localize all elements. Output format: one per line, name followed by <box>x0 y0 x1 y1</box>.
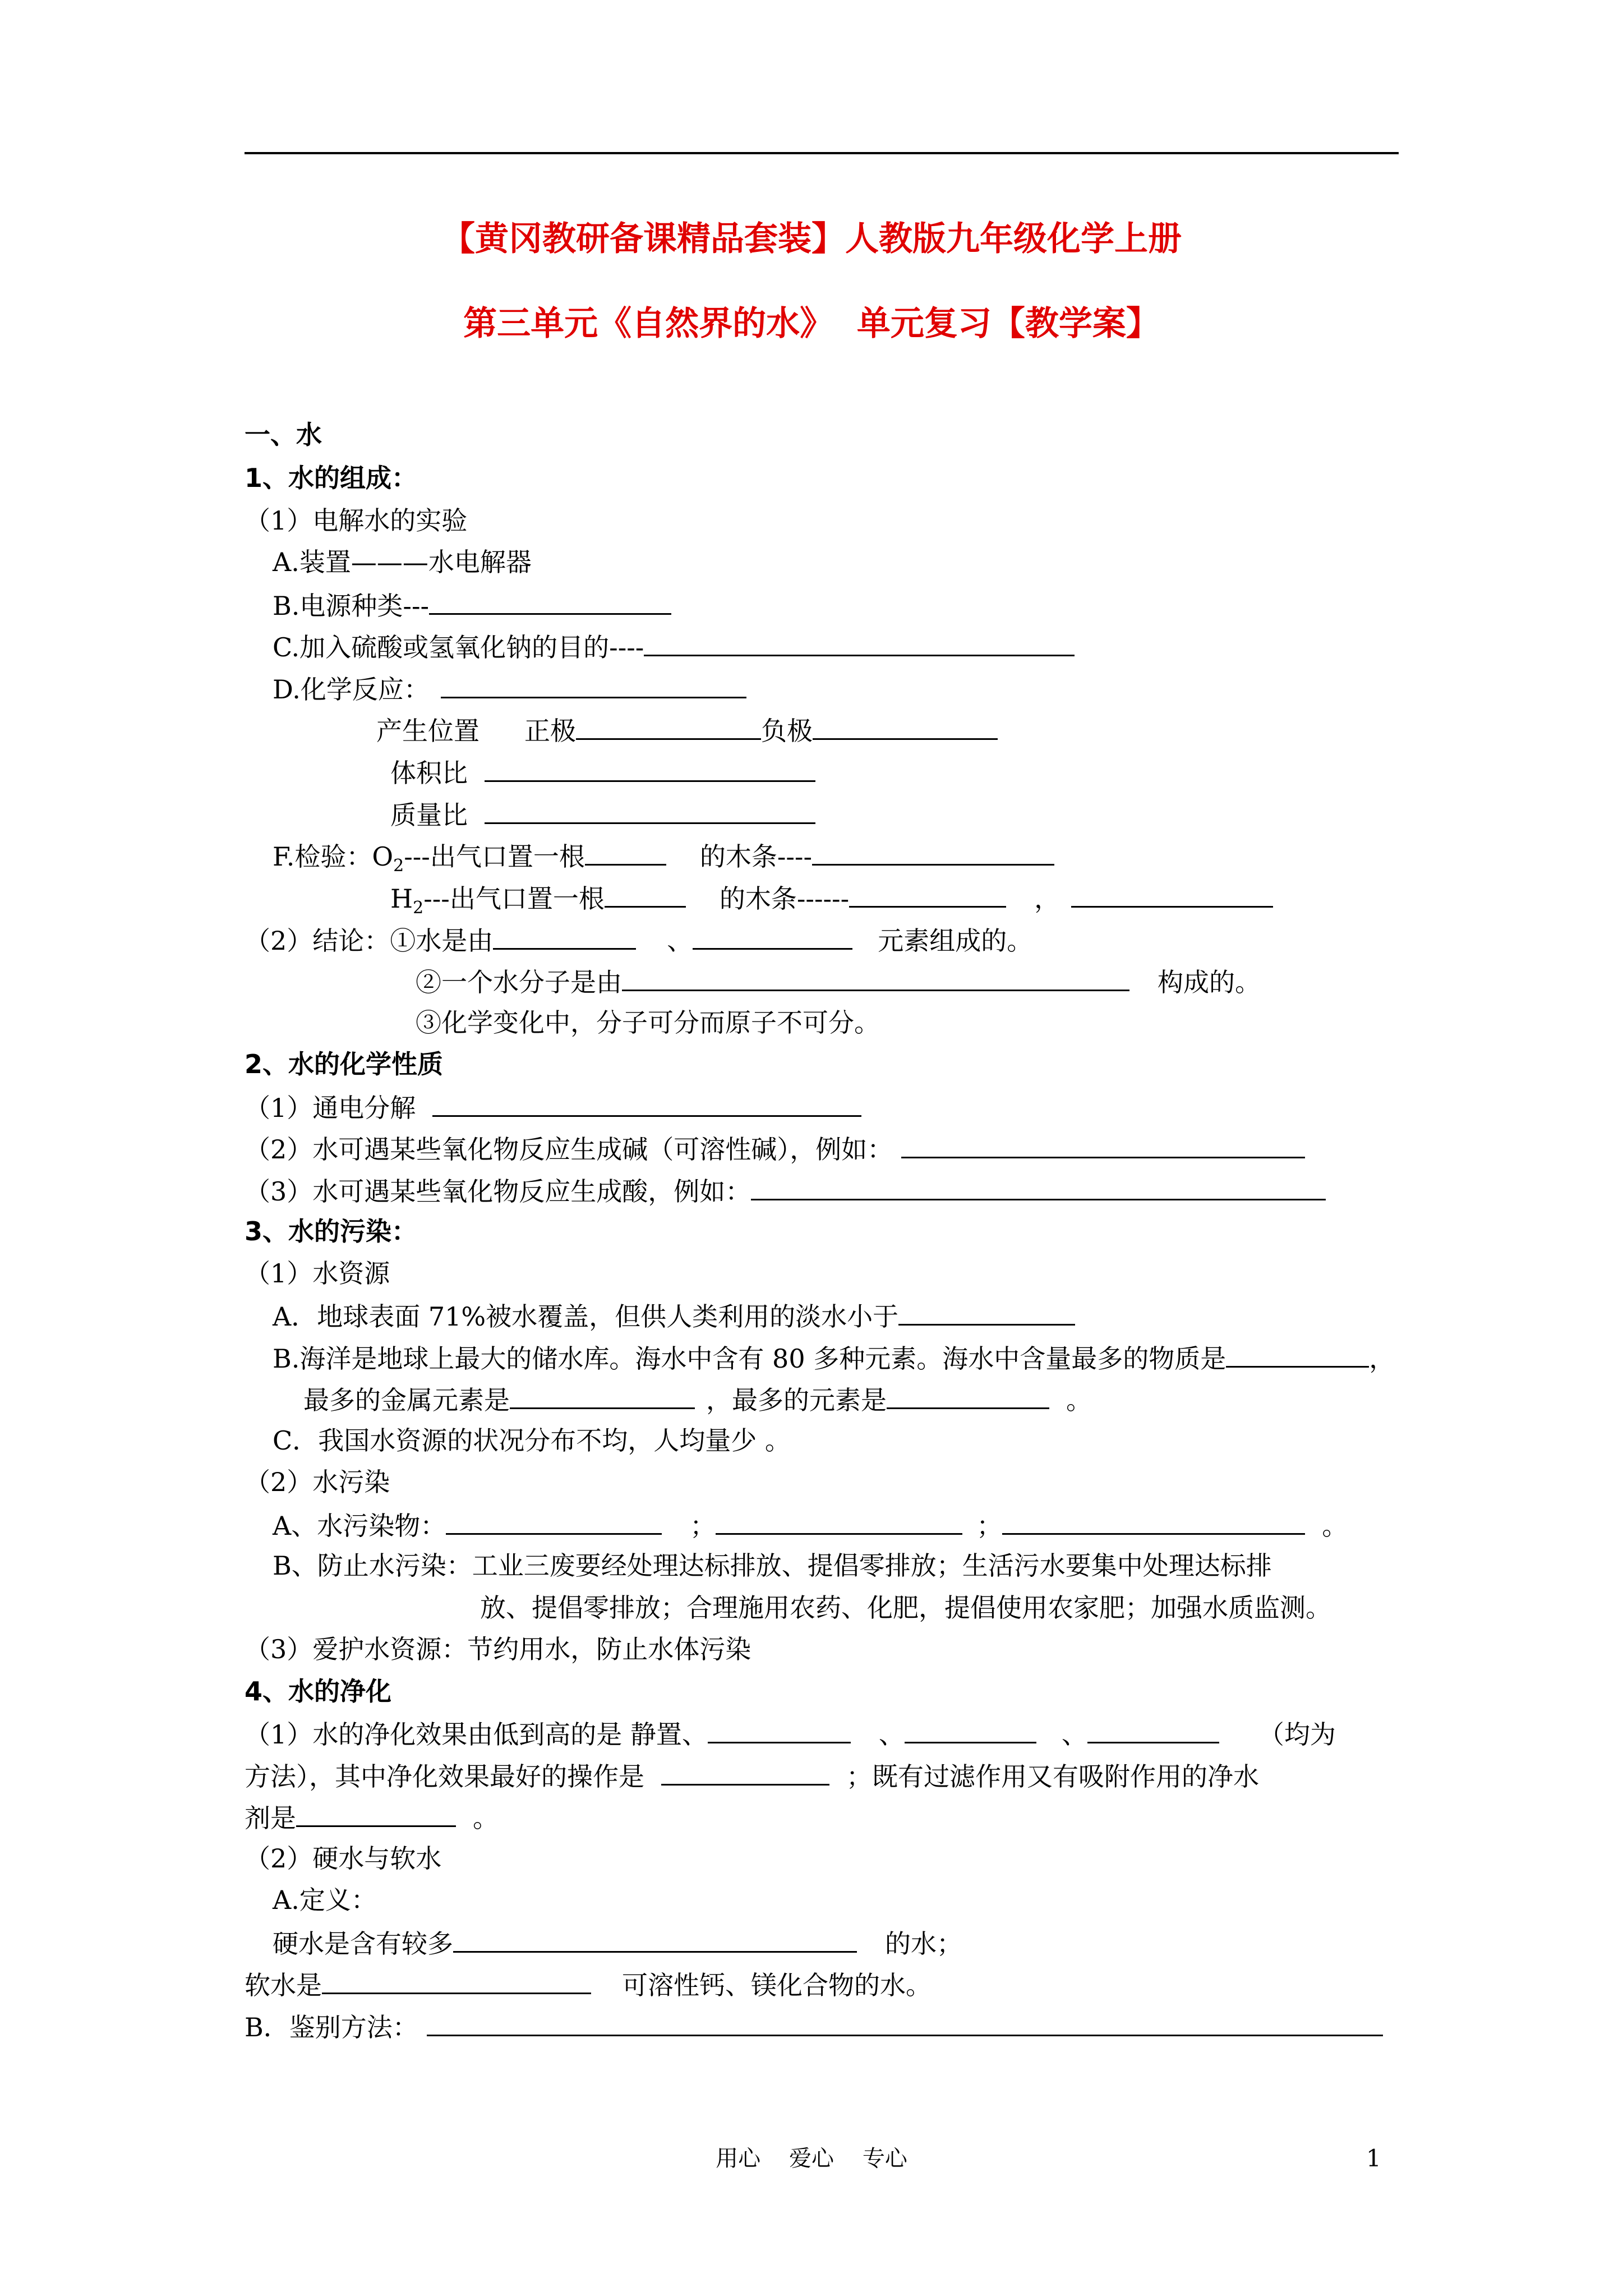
purify-line3: 剂是 。 <box>245 1800 499 1835</box>
blank-input[interactable] <box>813 712 998 740</box>
blank-input[interactable] <box>887 1382 1049 1409</box>
item-mass-ratio: 质量比 <box>390 797 815 832</box>
doc-title: 【黄冈教研备课精品套装】人教版九年级化学上册 <box>441 219 1182 259</box>
electrolysis-heading: （1）电解水的实验 <box>245 505 468 536</box>
blank-input[interactable] <box>751 1173 1326 1200</box>
item-test-o2: F.检验：$O_2---$出气口置一根 的木条---- <box>273 838 1054 883</box>
resources-b1: B.海洋是地球上最大的储水库。海水中含有 80 多种元素。海水中含量最多的物质是 ， <box>273 1340 1395 1375</box>
resources-a: A．地球表面 71%被水覆盖，但供人类利用的淡水小于 <box>273 1298 1075 1333</box>
blank-input[interactable] <box>905 1716 1036 1743</box>
prop-electrolysis: （1）通电分解 <box>245 1089 861 1125</box>
blank-input[interactable] <box>661 1758 829 1786</box>
blank-input[interactable] <box>605 880 686 908</box>
blank-input[interactable] <box>576 712 761 740</box>
prevention-2: 放、提倡零排放；合理施用农药、化肥，提倡使用农家肥；加强水质监测。 <box>480 1593 1331 1623</box>
conclusion-1: （2）结论：①水是由 、 元素组成的。 <box>245 922 1032 958</box>
prevention-1: B、防止水污染：工业三废要经处理达标排放、提倡零排放；生活污水要集中处理达标排 <box>273 1550 1272 1581</box>
blank-input[interactable] <box>1226 1340 1369 1368</box>
conclusion-3: ③化学变化中，分子可分而原子不可分。 <box>416 1007 880 1038</box>
item-volume-ratio: 体积比 <box>390 754 815 790</box>
purify-line2: 方法），其中净化效果最好的操作是 ；既有过滤作用又有吸附作用的净水 <box>245 1758 1259 1793</box>
blank-input[interactable] <box>585 838 666 866</box>
soft-water-def: 软水是 可溶性钙、镁化合物的水。 <box>245 1967 932 2002</box>
purify-line1: （1）水的净化效果由低到高的是 静置、 、 、 （均为 <box>245 1716 1336 1751</box>
conclusion-2: ②一个水分子是由 构成的。 <box>416 964 1261 999</box>
pollutants: A、水污染物： ； ； 。 <box>273 1507 1348 1543</box>
hardness-heading: （2）硬水与软水 <box>245 1843 442 1874</box>
blank-input[interactable] <box>708 1716 851 1743</box>
resources-c: C．我国水资源的状况分布不均，人均量少 。 <box>273 1425 791 1456</box>
blank-input[interactable] <box>429 587 671 615</box>
definition-label: A.定义： <box>273 1885 377 1915</box>
doc-subtitle: 第三单元《自然界的水》 单元复习【教学案】 <box>463 304 1160 343</box>
prop-acid: （3）水可遇某些氧化物反应生成酸，例如： <box>245 1173 1326 1208</box>
resources-b2: 最多的金属元素是 ，最多的元素是 。 <box>303 1382 1092 1417</box>
blank-input[interactable] <box>441 671 746 698</box>
blank-input[interactable] <box>1002 1507 1305 1535</box>
blank-input[interactable] <box>644 629 1075 656</box>
blank-input[interactable] <box>716 1507 962 1535</box>
item-acid-purpose: C.加入硫酸或氢氧化钠的目的---- <box>273 629 1075 664</box>
blank-input[interactable] <box>485 797 815 824</box>
blank-input[interactable] <box>1087 1716 1219 1743</box>
section-chem-props: 2、水的化学性质 <box>245 1049 444 1079</box>
page-footer: 用心 爱心 专心 <box>716 2146 907 2171</box>
blank-input[interactable] <box>322 1967 591 1994</box>
blank-input[interactable] <box>898 1298 1075 1326</box>
blank-input[interactable] <box>446 1507 662 1535</box>
section-composition: 1、水的组成： <box>245 463 418 493</box>
prop-base: （2）水可遇某些氧化物反应生成碱（可溶性碱），例如： <box>245 1131 1305 1166</box>
page-number: 1 <box>1366 2145 1381 2172</box>
identify-method: B．鉴别方法： <box>245 2009 1383 2044</box>
blank-input[interactable] <box>901 1131 1305 1158</box>
blank-input[interactable] <box>427 2009 1383 2036</box>
hard-water-def: 硬水是含有较多 的水； <box>273 1925 962 1961</box>
blank-input[interactable] <box>510 1382 695 1409</box>
blank-input[interactable] <box>849 880 1006 908</box>
item-test-h2: $H_2---$出气口置一根 的木条------ ， <box>390 880 1273 925</box>
item-position: 产生位置 正极 负极 <box>376 712 998 748</box>
blank-input[interactable] <box>453 1925 857 1953</box>
section-water: 一、水 <box>245 420 322 450</box>
blank-input[interactable] <box>812 838 1054 866</box>
item-reaction: D.化学反应： <box>273 671 746 706</box>
blank-input[interactable] <box>296 1800 456 1827</box>
section-purification: 4、水的净化 <box>245 1676 392 1706</box>
blank-input[interactable] <box>622 964 1129 991</box>
blank-input[interactable] <box>493 922 636 950</box>
resources-heading: （1）水资源 <box>245 1258 390 1289</box>
blank-input[interactable] <box>485 754 815 782</box>
blank-input[interactable] <box>693 922 852 950</box>
pollution-heading: （2）水污染 <box>245 1467 390 1497</box>
blank-input[interactable] <box>432 1089 861 1117</box>
header-rule <box>245 152 1399 154</box>
section-pollution: 3、水的污染： <box>245 1216 418 1246</box>
protect-water: （3）爱护水资源：节约用水，防止水体污染 <box>245 1634 751 1664</box>
item-apparatus: A.装置———水电解器 <box>273 547 532 577</box>
blank-input[interactable] <box>1071 880 1273 908</box>
item-power-source: B.电源种类--- <box>273 587 671 623</box>
